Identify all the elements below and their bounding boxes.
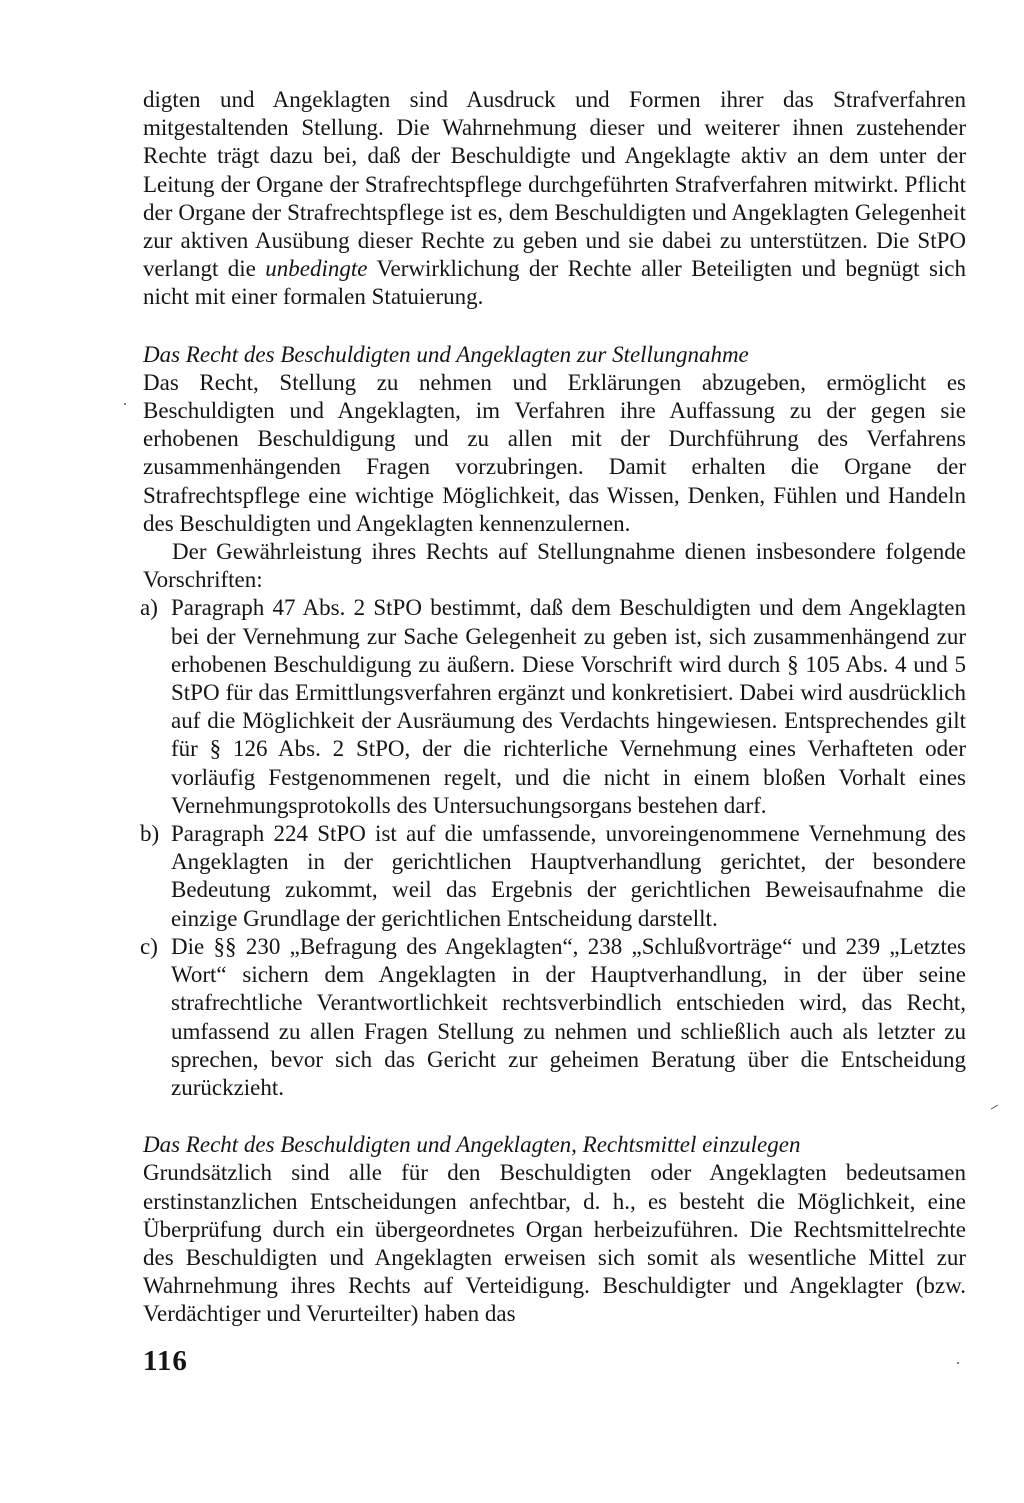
section1-paragraph2: Der Gewährleistung ihres Rechts auf Stellungnahme dienen insbesondere folgende Vorschriften:	[143, 539, 966, 593]
section2-paragraph: Grundsätzlich sind alle für den Beschuldigten oder Angeklagten bedeutsamen erstinstanzlichen Entscheidungen anfechtbar, d. h., es besteht die Möglichkeit, eine Überprüfung durch ein übergeordnetes Organ herbeizuführen. Die Rechtsmittelrechte des Beschuldigten und Angeklagten erweisen sich somit als wesentliche Mittel zur Wahrnehmung ihres Rechts auf Verteidigung. Beschuldigter und Angeklagter (bzw. Verdächtiger und Verurteilter) haben das	[143, 1160, 966, 1327]
scan-speck	[991, 1105, 998, 1110]
section2-heading: Das Recht des Beschuldigten und Angeklagten, Rechtsmittel einzulegen	[143, 1132, 801, 1158]
list-marker-a: a)	[140, 595, 158, 621]
list-text-a: Paragraph 47 Abs. 2 StPO bestimmt, daß dem Beschuldigten und dem Angeklagten bei der Vernehmung zur Sache Gelegenheit zu geben ist, sich zusammenhängend zur erhobenen Beschuldigung zu äußern. Diese Vorschrift wird durch § 105 Abs. 4 und 5 StPO für das Ermittlungsverfahren ergänzt und konkretisiert. Dabei wird ausdrücklich auf die Möglichkeit der Ausräumung des Verdachts hingewiesen. Entsprechendes gilt für § 126 Abs. 2 StPO, der die richterliche Vernehmung eines Verhafteten oder vorläufig Festgenommenen regelt, und die nicht in einem bloßen Vorhalt eines Vernehmungsprotokolls des Untersuchungsorgans bestehen darf.	[171, 595, 966, 818]
intro-paragraph	[143, 86, 966, 312]
section1-heading: Das Recht des Beschuldigten und Angeklagten zur Stellungnahme	[143, 341, 749, 367]
list-marker-b: b)	[140, 821, 160, 847]
section-gap	[143, 1102, 966, 1131]
intro-text-after: Verwirklichung der Rechte aller Beteiligten und begnügt sich nicht mit einer formalen Statuierung.	[143, 256, 966, 310]
list-text-b: Paragraph 224 StPO ist auf die umfassende, unvoreingenommene Vernehmung des Angeklagten in der gerichtlichen Hauptverhandlung gerichtet, der besondere Bedeutung zukommt, weil das Ergebnis der gerichtlichen Beweisaufnahme die einzige Grundlage der gerichtlichen Entscheidung darstellt.	[171, 821, 966, 931]
list-item-a	[140, 594, 966, 820]
intro-text: digten und Angeklagten sind Ausdruck und Formen ihrer das Strafverfahren mitgestaltenden Stellung. Die Wahrnehmung dieser und weiterer ihnen zustehender Rechte trägt dazu bei, daß der Beschuldigte und Angeklagte aktiv an dem unter der Leitung der Organe der Strafrechtspflege durchgeführten Strafverfahren mitwirkt. Pflicht der Organe der Strafrechtspflege ist es, dem Beschuldigten und Angeklagten Gelegenheit zur aktiven Ausübung dieser Rechte zu geben und sie dabei zu unterstützen. Die StPO verlangt die	[143, 87, 966, 282]
list-item-b	[140, 820, 966, 933]
scan-speck	[957, 1362, 959, 1364]
page-number: 116	[143, 1345, 188, 1377]
section1-paragraph1: Das Recht, Stellung zu nehmen und Erklärungen abzugeben, ermöglicht es Beschuldigten und Angeklagten, im Verfahren ihre Auffassung zu der gegen sie erhobenen Beschuldigung und zu allen mit der Durchführung des Verfahrens zusammenhängenden Fragen vorzubringen. Damit erhalten die Organe der Strafrechtspflege eine wichtige Möglichkeit, das Wissen, Denken, Fühlen und Handeln des Beschuldigten und Angeklagten kennenzulernen.	[143, 369, 966, 536]
list-text-c: Die §§ 230 „Befragung des Angeklagten“, 238 „Schlußvorträge“ und 239 „Letztes Wort“ sichern dem Angeklagten in der Hauptverhandlung, in der über seine strafrechtliche Verantwortlichkeit rechtsverbindlich entschieden wird, das Recht, umfassend zu allen Fragen Stellung zu nehmen und schließlich auch als letzter zu sprechen, bevor sich das Gericht zur geheimen Beratung über die Entscheidung zurückzieht.	[171, 933, 966, 1100]
page-body	[140, 86, 966, 1329]
section-gap	[143, 312, 966, 341]
intro-emphasis: unbedingte	[265, 256, 368, 282]
list-item-c	[140, 933, 966, 1102]
list-marker-c: c)	[140, 933, 158, 959]
scan-speck	[124, 403, 126, 405]
